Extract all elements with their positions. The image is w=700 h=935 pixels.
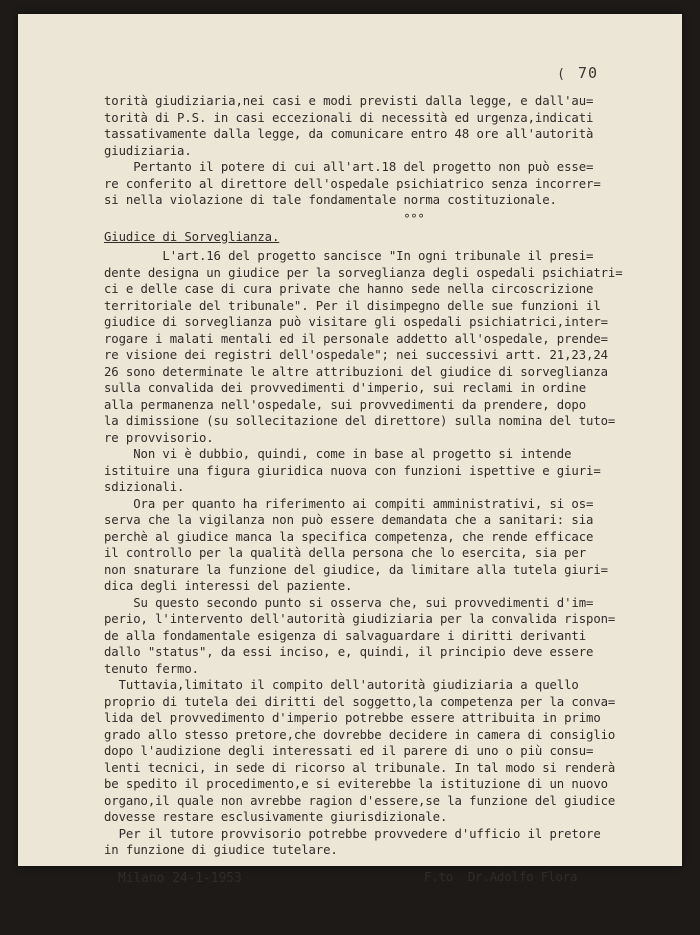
- text-line: il controllo per la qualità della persona che lo esercita, sia per: [104, 546, 587, 560]
- signature: F.to Dr.Adolfo Flora: [424, 869, 578, 884]
- text-line: lenti tecnici, in sede di ricorso al tribunale. In tal modo si renderà: [104, 760, 616, 775]
- text-line: non snaturare la funzione del giudice, da limitare alla tutela giuri=: [104, 562, 608, 577]
- text-line: ci e delle case di cura private che hanno sede nella circoscrizione: [104, 282, 594, 296]
- text-line: Pertanto il potere di cui all'art.18 del progetto non può esse=: [104, 160, 594, 174]
- text-line: serva che la vigilanza non può essere demandata che a sanitari: sia: [104, 513, 594, 527]
- text-line: L'art.16 del progetto sancisce "In ogni tribunale il presi=: [104, 249, 594, 263]
- paragraph-1: [104, 93, 644, 159]
- text-line: dovesse restare esclusivamente giurisdizionale.: [104, 810, 448, 824]
- text-line: dallo "status", da essi inciso, e, quindi, il principio deve essere: [104, 645, 594, 659]
- text-line: perchè al giudice manca la specifica competenza, che rende efficace: [104, 529, 594, 544]
- text-line: Per il tutore provvisorio potrebbe provvedere d'ufficio il pretore: [104, 826, 601, 841]
- paragraph-7: [104, 677, 644, 826]
- section-separator: °°°: [403, 211, 425, 226]
- text-line: Non vi è dubbio, quindi, come in base al progetto si intende: [104, 447, 572, 461]
- text-line: in funzione di giudice tutelare.: [104, 843, 338, 857]
- text-line: perio, l'intervento dell'autorità giudiziaria per la convalida rispon=: [104, 612, 616, 626]
- text-line: la dimissione (su sollecitazione del direttore) sulla nomina del tuto=: [104, 414, 616, 428]
- text-line: giudice di sorveglianza può visitare gli ospedali psichiatrici,inter=: [104, 315, 608, 329]
- document-footer: [104, 869, 644, 889]
- text-line: re provvisorio.: [104, 430, 214, 445]
- page-number-value: 70: [577, 64, 598, 82]
- text-line: Su questo secondo punto si osserva che, sui provvedimenti d'im=: [104, 595, 594, 610]
- text-line: dopo l'audizione degli interessati ed il parere di uno o più consu=: [104, 744, 594, 758]
- document-date: Milano 24-1-1953: [118, 870, 242, 886]
- text-line: torità giudiziaria,nei casi e modi previsti dalla legge, e dall'au=: [104, 94, 594, 108]
- document-page: [18, 14, 682, 886]
- text-line: rogare i malati mentali ed il personale addetto all'ospedale, prende=: [104, 331, 608, 346]
- paragraph-8: [104, 826, 644, 859]
- text-line: istituire una figura giuridica nuova con funzioni ispettive e giuri=: [104, 463, 601, 478]
- text-line: giudiziaria.: [104, 143, 192, 158]
- text-line: tassativamente dalla legge, da comunicare entro 48 ore all'autorità: [104, 127, 594, 141]
- text-line: re conferito al direttore dell'ospedale psichiatrico senza incorrer=: [104, 176, 601, 191]
- text-line: de alla fondamentale esigenza di salvaguardare i diritti derivanti: [104, 628, 587, 643]
- text-line: sdizionali.: [104, 480, 185, 494]
- paragraph-2: [104, 159, 644, 209]
- text-line: re visione dei registri dell'ospedale"; nei successivi artt. 21,23,24: [104, 348, 608, 362]
- text-line: si nella violazione di tale fondamentale norma costituzionale.: [104, 193, 557, 207]
- page-number-mark: (: [557, 67, 566, 82]
- text-line: proprio di tutela dei diritti del soggetto,la competenza per la conva=: [104, 694, 616, 709]
- text-line: be spedito il procedimento,e si eviterebbe la istituzione di un nuovo: [104, 777, 608, 791]
- page-number: [557, 64, 598, 82]
- text-line: Tuttavia,limitato il compito dell'autorità giudiziaria a quello: [104, 678, 579, 692]
- paragraph-3: [104, 248, 644, 446]
- text-line: lida del provvedimento d'imperio potrebbe essere attribuita in primo: [104, 711, 601, 725]
- text-line: sulla convalida dei provvedimenti d'imperio, sui reclami in ordine: [104, 381, 587, 395]
- text-line: 26 sono determinate le altre attribuzioni del giudice di sorveglianza: [104, 364, 608, 379]
- text-line: Ora per quanto ha riferimento ai compiti amministrativi, si os=: [104, 496, 594, 511]
- text-line: torità di P.S. in casi eccezionali di necessità ed urgenza,indicati: [104, 110, 594, 125]
- paragraph-5: [104, 496, 644, 595]
- text-line: grado allo stesso pretore,che dovrebbe decidere in camera di consiglio: [104, 727, 616, 742]
- document-body: [104, 93, 644, 889]
- section-title: Giudice di Sorveglianza.: [104, 229, 280, 244]
- paragraph-4: [104, 446, 644, 496]
- text-line: dente designa un giudice per la sorveglianza degli ospedali psichiatri=: [104, 265, 623, 280]
- text-line: tenuto fermo.: [104, 661, 199, 676]
- text-line: organo,il quale non avrebbe ragion d'essere,se la funzione del giudice: [104, 793, 616, 808]
- text-line: dica degli interessi del paziente.: [104, 579, 353, 593]
- text-line: territoriale del tribunale". Per il disimpegno delle sue funzioni il: [104, 298, 601, 313]
- paragraph-6: [104, 595, 644, 678]
- text-line: alla permanenza nell'ospedale, sui provvedimenti da prendere, dopo: [104, 397, 587, 412]
